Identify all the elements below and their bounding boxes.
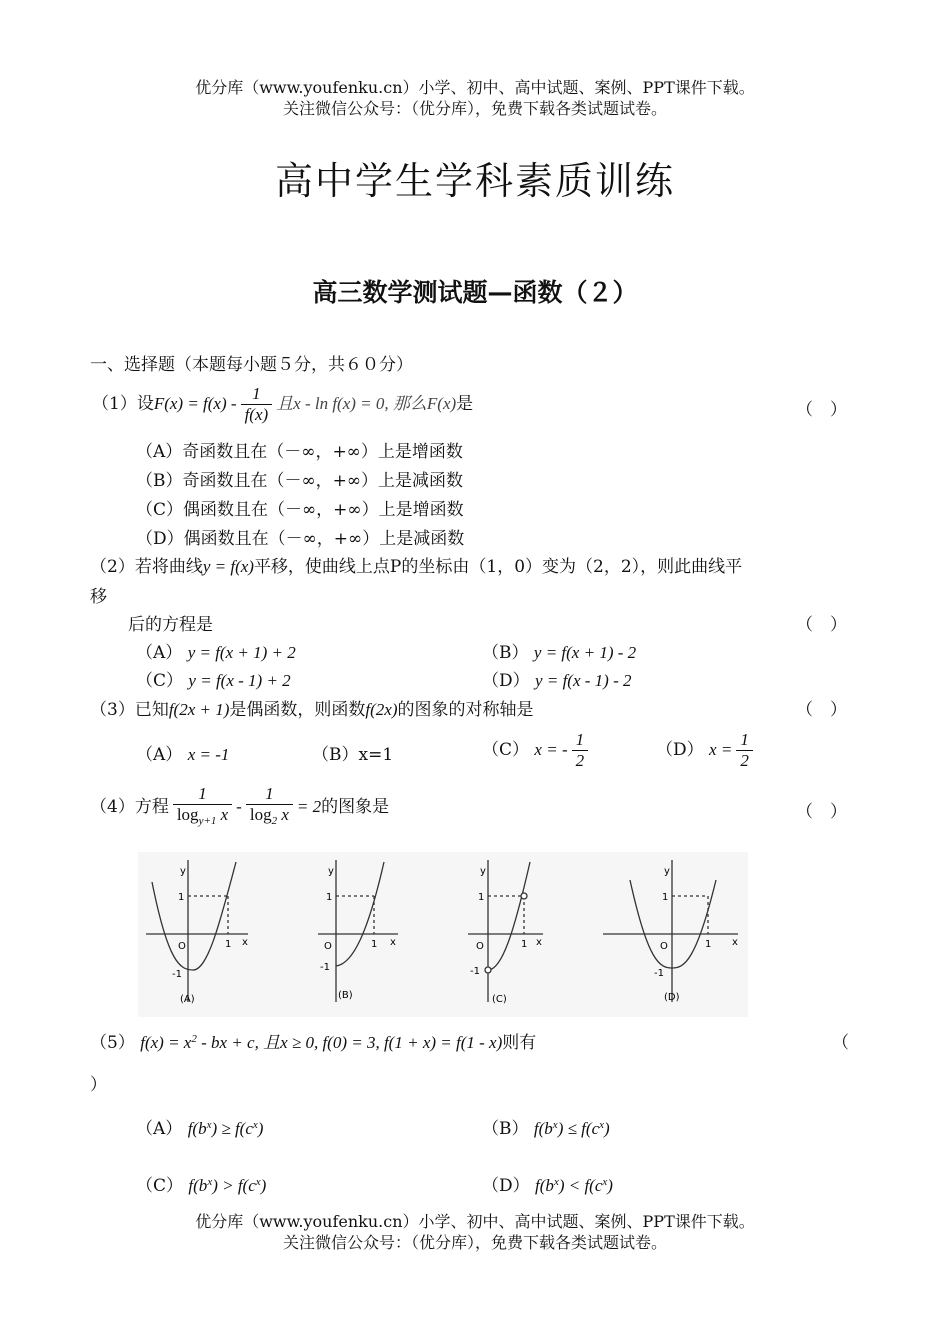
- q4-f1-x: x: [220, 805, 229, 824]
- q5-math-a: f(x) = x: [140, 1033, 192, 1052]
- footer-line-1: 优分库（www.youfenku.cn）小学、初中、高中试题、案例、PPT课件下载。: [195, 1212, 755, 1231]
- q1-tail: 是: [456, 394, 474, 414]
- q5-d-1: f(b: [535, 1176, 554, 1195]
- q5-text-b: 则有: [502, 1033, 537, 1053]
- q4-fraction-2: [246, 784, 293, 831]
- q3-d-fraction: [736, 730, 753, 771]
- graph-a-label: (A): [180, 994, 195, 1005]
- question-5: [90, 1028, 536, 1053]
- q1-rest: 且x - ln f(x) = 0, 那么F(x): [276, 394, 457, 413]
- q3-text-b: 是偶函数，则函数: [229, 700, 366, 720]
- page-subtitle: 高三数学测试题—函数（２）: [312, 278, 638, 307]
- graph-c-x-label: x: [536, 937, 542, 948]
- footer-line-2: 关注微信公众号：（优分库），免费下载各类试题试卷。: [282, 1233, 667, 1252]
- q4-f2-den: [246, 805, 293, 831]
- graph-b-x-label: x: [390, 937, 396, 948]
- q2-c-math: y = f(x - 1) + 2: [188, 671, 291, 690]
- graph-a-tick-1: 1: [178, 892, 185, 903]
- q3-d-math: x =: [709, 740, 733, 759]
- q1-option-d: （D）偶函数且在（－∞，+∞）上是减函数: [136, 529, 465, 549]
- q3-a-label: （A）: [136, 745, 183, 765]
- q5-b-close: ): [604, 1119, 610, 1138]
- graph-c-tick-x1: 1: [521, 939, 528, 950]
- q5-option-b: [482, 1114, 610, 1139]
- q5-a-close: ): [257, 1119, 264, 1138]
- q1-frac-num: 1: [241, 384, 273, 405]
- q2-line-2: 移: [90, 587, 107, 607]
- q3-text-c: 的图象的对称轴是: [397, 700, 534, 720]
- q4-eq: = 2: [296, 797, 322, 816]
- q5-c-sup2: x: [255, 1176, 261, 1188]
- graph-c-label: (C): [492, 994, 507, 1005]
- q2-text-a: （2）若将曲线: [90, 557, 203, 577]
- q5-a-2: ) ≥ f(c: [211, 1119, 253, 1138]
- q4-graphs: [138, 852, 748, 1017]
- q1-option-c: （C）偶函数且在（－∞，+∞）上是增函数: [136, 500, 464, 520]
- q5-c-sup1: x: [207, 1176, 213, 1188]
- question-4: [90, 784, 389, 831]
- q5-d-close: ): [607, 1176, 613, 1195]
- graph-b-tick-1: 1: [326, 892, 333, 903]
- q2-a-label: （A）: [136, 643, 183, 663]
- q3-d-label: （D）: [656, 740, 704, 760]
- q5-option-d: [482, 1171, 613, 1196]
- q1-option-a: （A）奇函数且在（－∞，+∞）上是增函数: [136, 442, 463, 462]
- graph-a-origin: O: [178, 941, 186, 952]
- q5-a-1: f(b: [187, 1119, 207, 1138]
- q4-minus: -: [236, 797, 242, 816]
- graph-c-origin: O: [476, 941, 484, 952]
- q4-text-b: 的图象是: [321, 797, 390, 817]
- q5-paren-close: ）: [90, 1075, 107, 1095]
- q4-fraction-1: [173, 784, 232, 831]
- graph-b-tick-m1: -1: [320, 962, 330, 973]
- q2-a-math: y = f(x + 1) + 2: [187, 643, 296, 662]
- graph-d-origin: O: [660, 941, 668, 952]
- q3-option-b: （B）x=1: [312, 745, 394, 765]
- q2-text-b: 平移，使曲线上点P的坐标由（1，0）变为（2，2），则此曲线平: [253, 557, 743, 577]
- q1-lhs: F(x) = f(x) -: [153, 394, 237, 413]
- q3-math-2: f(2x): [365, 700, 398, 719]
- q3-d-num: 1: [736, 730, 753, 751]
- graph-c-open-point-2: [485, 967, 491, 973]
- graph-d-y-label: y: [664, 866, 670, 877]
- q5-c-2: ) > f(c: [212, 1176, 256, 1195]
- q5-sup: 2: [191, 1033, 197, 1045]
- page-title: 高中学生学科素质训练: [274, 159, 675, 203]
- q3-c-num: 1: [572, 730, 589, 751]
- q2-b-label: （B）: [482, 643, 529, 663]
- q5-d-2: ) < f(c: [558, 1176, 603, 1195]
- q5-c-close: ): [260, 1176, 267, 1195]
- q5-d-label: （D）: [482, 1176, 530, 1196]
- q3-math-1: f(2x + 1): [168, 700, 230, 719]
- q3-d-den: 2: [740, 751, 749, 770]
- q4-f2-num: 1: [246, 784, 293, 805]
- question-3: [90, 695, 533, 720]
- graph-c-open-point: [521, 893, 527, 899]
- graph-d-tick-m1: -1: [654, 968, 664, 979]
- graph-b-origin: O: [324, 941, 332, 952]
- q3-c-fraction: [572, 730, 589, 771]
- q5-b-1: f(b: [533, 1119, 553, 1138]
- q4-f1-num: 1: [173, 784, 232, 805]
- q3-option-c: [482, 728, 592, 772]
- q1-number: （1）设: [92, 394, 154, 414]
- q2-line-3: 后的方程是: [128, 615, 213, 635]
- q4-answer-paren: （ ）: [796, 802, 847, 822]
- q3-c-math: x = -: [534, 740, 568, 759]
- q5-b-2: ) ≤ f(c: [557, 1119, 600, 1138]
- q5-b-sup2: x: [599, 1119, 604, 1131]
- q5-c-1: f(b: [188, 1176, 208, 1195]
- q2-c-label: （C）: [136, 671, 184, 691]
- q4-text-a: （4）方程: [90, 797, 169, 817]
- q2-b-math: y = f(x + 1) - 2: [533, 643, 637, 662]
- graph-a-tick-m1: -1: [172, 969, 182, 980]
- graph-b-y-label: y: [328, 866, 334, 877]
- q2-option-c: [136, 666, 291, 691]
- q3-option-a: [136, 740, 229, 765]
- graph-c-tick-1: 1: [478, 892, 485, 903]
- header-line-2: 关注微信公众号：（优分库），免费下载各类试题试卷。: [282, 99, 667, 118]
- q2-option-d: [482, 666, 631, 691]
- q4-f1-base: y+1: [198, 815, 217, 827]
- q3-option-d: [656, 728, 757, 772]
- graph-a-tick-x1: 1: [225, 939, 232, 950]
- graph-d-tick-1: 1: [662, 892, 669, 903]
- q5-paren-open: （: [832, 1033, 849, 1053]
- q5-a-sup2: x: [252, 1119, 258, 1131]
- graph-c-tick-m1: -1: [470, 966, 480, 977]
- q5-math-b: - bx + c, 且x ≥ 0, f(0) = 3, f(1 + x) = f(1 - x): [196, 1033, 503, 1052]
- q4-f1-log: log: [176, 805, 199, 824]
- q2-answer-paren: （ ）: [796, 615, 847, 635]
- q3-a-math: x = -1: [187, 745, 230, 764]
- q4-f2-log: log: [249, 805, 272, 824]
- q4-f2-x: x: [281, 805, 289, 824]
- graph-b-label: (B): [338, 990, 353, 1001]
- q5-option-a: [136, 1114, 263, 1139]
- q5-b-label: （B）: [482, 1119, 529, 1139]
- q2-option-b: [482, 638, 636, 663]
- header-line-1: 优分库（www.youfenku.cn）小学、初中、高中试题、案例、PPT课件下载。: [195, 78, 755, 97]
- graph-d-tick-x1: 1: [705, 939, 712, 950]
- q2-option-a: [136, 638, 296, 663]
- q3-answer-paren: （ ）: [796, 700, 847, 720]
- q5-c-label: （C）: [136, 1176, 184, 1196]
- graph-c-y-label: y: [480, 866, 486, 877]
- question-1: [92, 380, 473, 428]
- q2-d-math: y = f(x - 1) - 2: [535, 671, 632, 690]
- q4-f1-den: [173, 805, 232, 831]
- q3-text-a: （3）已知: [90, 700, 169, 720]
- q1-option-b: （B）奇函数且在（－∞，+∞）上是减函数: [136, 471, 464, 491]
- graph-a-x-label: x: [242, 937, 248, 948]
- graph-a-y-label: y: [180, 866, 186, 877]
- q2-math: y = f(x): [202, 557, 254, 576]
- q5-d-sup1: x: [553, 1176, 559, 1188]
- section-heading: 一、选择题（本题每小题５分，共６０分）: [90, 355, 413, 375]
- q1-fraction: [241, 384, 273, 425]
- q1-answer-paren: （ ）: [796, 400, 847, 420]
- q5-a-label: （A）: [136, 1119, 183, 1139]
- q5-b-sup1: x: [552, 1119, 558, 1131]
- q5-text-a: （5）: [90, 1033, 135, 1053]
- question-2: [90, 552, 742, 577]
- q5-d-sup2: x: [602, 1176, 608, 1188]
- q4-f2-base: 2: [271, 815, 278, 827]
- q3-c-label: （C）: [482, 740, 530, 760]
- graph-d-x-label: x: [732, 937, 738, 948]
- graph-b-tick-x1: 1: [371, 939, 378, 950]
- q1-frac-den: f(x): [244, 405, 269, 424]
- q5-a-sup1: x: [206, 1119, 212, 1131]
- q5-option-c: [136, 1171, 266, 1196]
- graph-d-label: (D): [664, 992, 680, 1003]
- q2-d-label: （D）: [482, 671, 530, 691]
- q3-c-den: 2: [575, 751, 585, 770]
